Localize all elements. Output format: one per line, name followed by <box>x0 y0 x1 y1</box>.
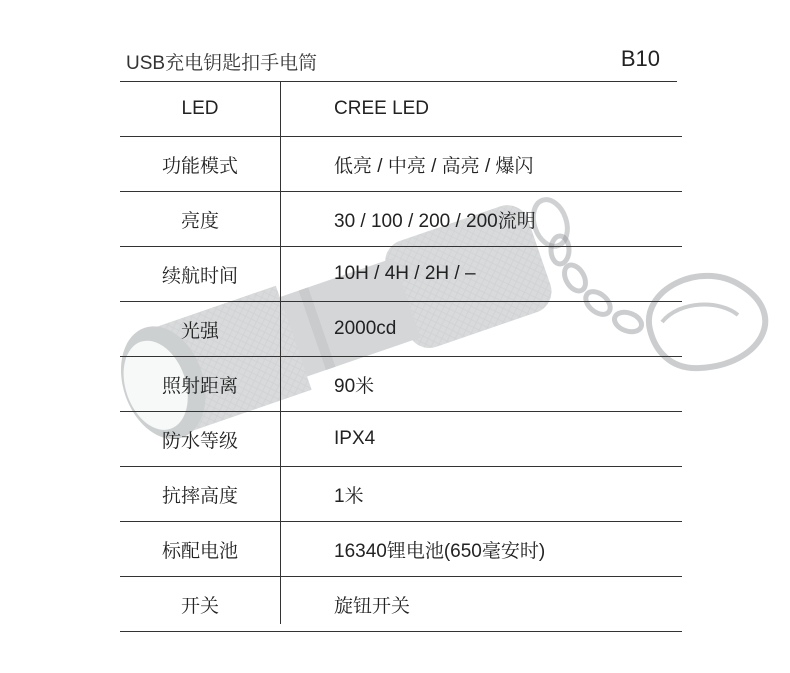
spec-label: 光强 <box>180 320 219 342</box>
spec-row <box>120 412 682 467</box>
spec-label: LED <box>181 98 219 119</box>
spec-value: 低亮 / 中亮 / 高亮 / 爆闪 <box>334 155 534 177</box>
spec-value: 30 / 100 / 200 / 200流明 <box>334 210 536 232</box>
spec-label: 抗摔高度 <box>161 485 238 507</box>
spec-value: 90米 <box>334 375 375 397</box>
spec-value: CREE LED <box>334 98 430 119</box>
spec-row <box>120 357 682 412</box>
product-title: USB充电钥匙扣手电筒 <box>126 53 318 74</box>
spec-label: 开关 <box>180 595 219 617</box>
spec-label: 亮度 <box>180 210 219 232</box>
spec-value: 1米 <box>334 485 364 507</box>
spec-label: 功能模式 <box>161 155 238 177</box>
spec-value: 16340锂电池(650毫安时) <box>334 540 546 562</box>
spec-row <box>120 82 682 137</box>
spec-row <box>120 577 682 632</box>
spec-row <box>120 302 682 357</box>
spec-label: 防水等级 <box>161 430 238 452</box>
spec-row <box>120 247 682 302</box>
spec-value: 旋钮开关 <box>334 595 411 617</box>
spec-value: IPX4 <box>334 428 376 449</box>
spec-table <box>120 82 682 632</box>
spec-row <box>120 522 682 577</box>
spec-label: 续航时间 <box>161 265 238 287</box>
spec-value: 10H / 4H / 2H / – <box>334 263 476 284</box>
spec-row <box>120 137 682 192</box>
spec-label: 照射距离 <box>161 375 238 397</box>
spec-value: 2000cd <box>334 318 397 339</box>
spec-row <box>120 192 682 247</box>
spec-row <box>120 467 682 522</box>
model-number: B10 <box>620 46 660 71</box>
spec-label: 标配电池 <box>161 540 238 562</box>
